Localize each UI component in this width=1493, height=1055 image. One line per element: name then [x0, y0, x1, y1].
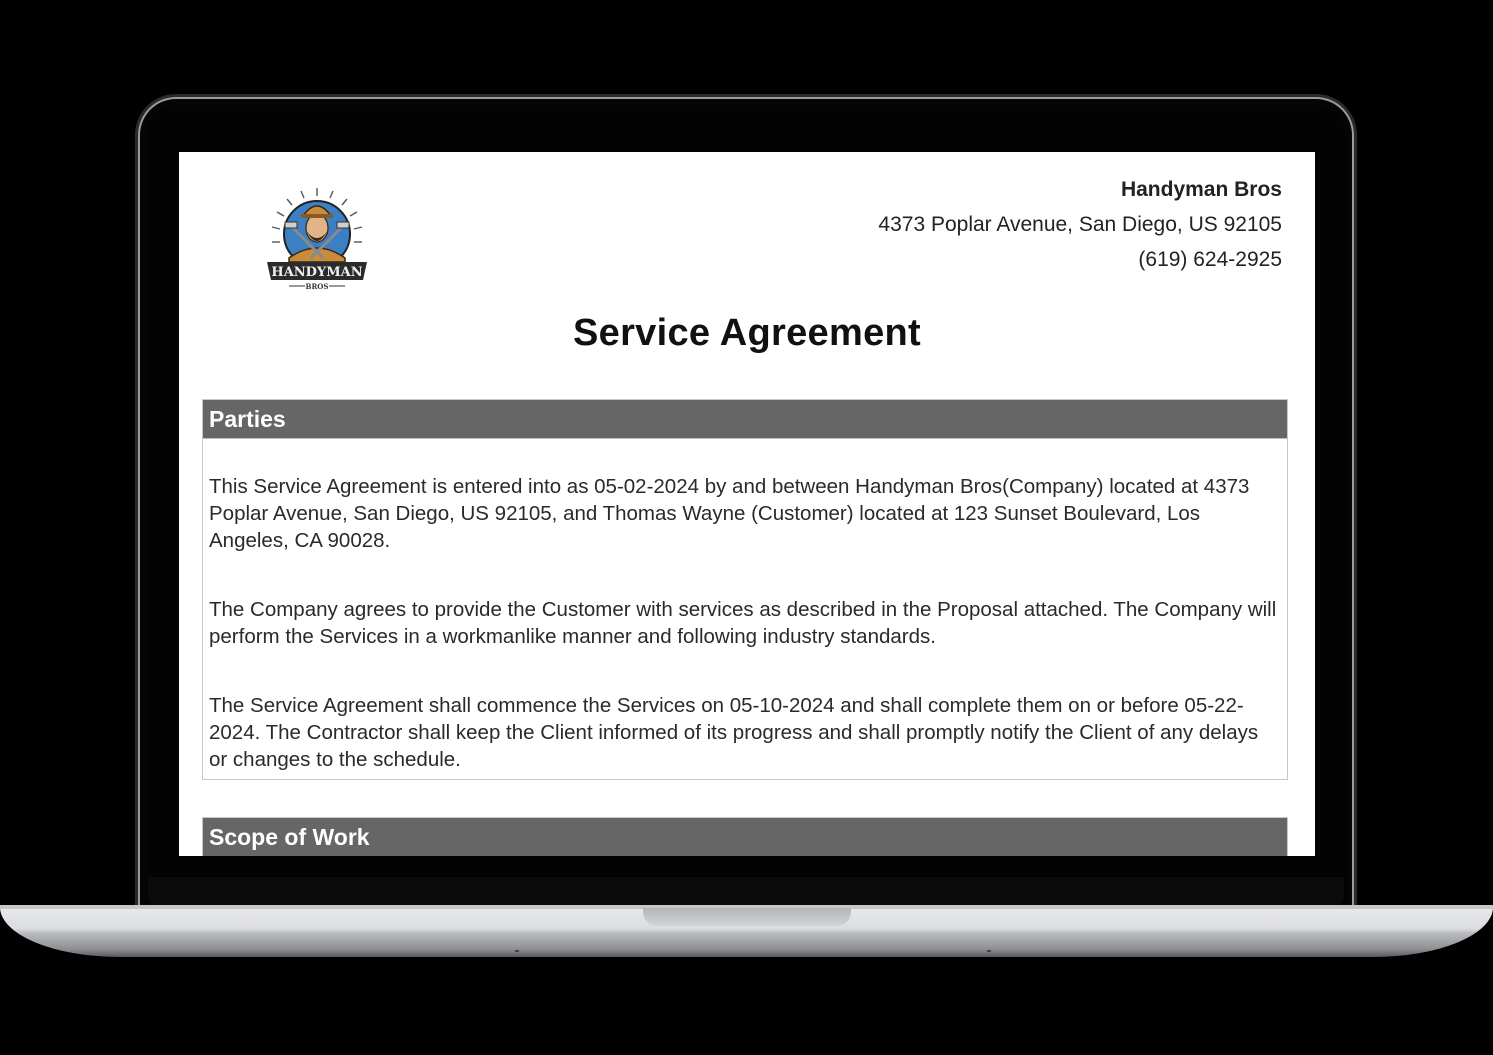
laptop-foot [515, 950, 519, 952]
svg-text:BROS: BROS [305, 282, 329, 291]
company-name: Handyman Bros [1120, 178, 1282, 201]
section-scope-of-work [202, 817, 1288, 856]
section-parties [202, 399, 1288, 780]
paragraph-services: The Company agrees to provide the Customer with services as described in the Proposal attached. The Company will perform the Services in a workmanlike manner and following industry standards. [209, 598, 1277, 648]
company-phone: (619) 624-2925 [1138, 248, 1282, 271]
screen [179, 152, 1315, 856]
svg-text:HANDYMAN: HANDYMAN [271, 265, 363, 280]
company-address: 4373 Poplar Avenue, San Diego, US 92105 [878, 213, 1282, 236]
company-info [878, 172, 1282, 277]
paragraph-schedule: The Service Agreement shall commence the Services on 05-10-2024 and shall complete them on or before 05-22-2024. The Contractor shall keep the Client informed of its progress and shall promptly notify the Client of any delays or changes to the schedule. [209, 694, 1259, 771]
laptop-opening-notch [643, 908, 851, 926]
paragraph-parties: This Service Agreement is entered into as 05-02-2024 by and between Handyman Bros(Company) located at 4373 Poplar Avenue, San Diego, US 92105, and Thomas Wayne (Customer) located at 123 Sunset Boulevard, Los Angeles, CA 90028. [209, 475, 1250, 552]
section-heading: Scope of Work [203, 818, 1287, 856]
company-logo-icon [263, 182, 371, 292]
laptop-foot [987, 950, 991, 952]
section-body [203, 439, 1287, 779]
section-heading: Parties [203, 400, 1287, 439]
document-title: Service Agreement [573, 312, 921, 354]
